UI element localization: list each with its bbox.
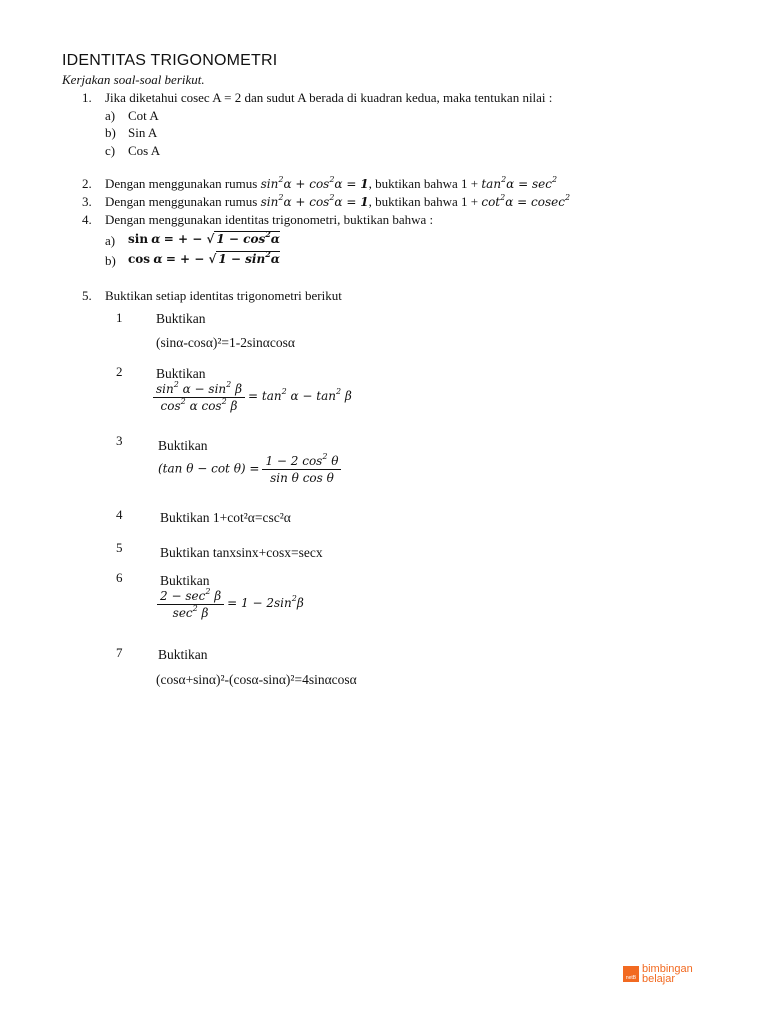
q5-item-5-number: 5 [116, 540, 123, 555]
q1-a-label: a) [105, 108, 116, 123]
q5-item-1-expr: (sinα-cosα)²=1-2sinαcosα [156, 335, 295, 350]
q3-line [105, 194, 570, 210]
q1-number: 1. [82, 90, 92, 105]
logo-line-1: bimbingan [642, 963, 693, 975]
q5-item-3-label: Buktikan [158, 438, 208, 453]
page-title: IDENTITAS TRIGONOMETRI [62, 52, 278, 69]
q5-item-6-formula: $\frac{2 - \sec^2 \beta}{\sec^2 \beta}$ = $1 - 2\sin^2\beta$ [154, 589, 304, 620]
q3-identity: $\cot^2\alpha = cosec^2$ [481, 193, 571, 209]
q3-number: 3. [82, 194, 92, 209]
q1-text: Jika diketahui cosec A = 2 dan sudut A berada di kuadran kedua, maka tentukan nilai : [105, 90, 553, 105]
q5-item-7-expr: (cosα+sinα)²-(cosα-sinα)²=4sinαcosα [156, 672, 357, 687]
q5-item-5-label: Buktikan tanxsinx+cosx=secx [160, 545, 323, 560]
logo-icon [623, 966, 639, 982]
q5-item-7-number: 7 [116, 645, 123, 660]
q2-text: Dengan menggunakan rumus [105, 176, 258, 191]
q5-item-2-label: Buktikan [156, 366, 206, 381]
q1-b-text: Sin A [128, 125, 158, 140]
logo-line-2: belajar [642, 973, 676, 985]
q4-a-label: a) [105, 233, 116, 248]
q5-item-6-number: 6 [116, 570, 123, 585]
q3-formula: $\sin^2\alpha + \cos^2\alpha = 1$ [260, 193, 369, 209]
q3-text: Dengan menggunakan rumus [105, 194, 258, 209]
q5-item-2-number: 2 [116, 364, 123, 379]
q5-item-2-formula: $\frac{\sin^2 \alpha - \sin^2 \beta}{\cos^2 \alpha \cos^2 \beta}$ = $\tan^2 \alpha - \tan^2 \beta$ [150, 382, 352, 413]
q5-item-6-label: Buktikan [160, 573, 210, 588]
q5-item-3-formula: (tan θ − cot θ) = $\frac{1 - 2 \cos^2 \theta}{\text{sin θ cos θ}}$ [158, 454, 344, 485]
logo-badge: netB [625, 975, 637, 981]
q2-number: 2. [82, 176, 92, 191]
q4-a-formula: sin α = + − √ $1 - \cos^2\alpha$ [128, 229, 281, 246]
q2-line [105, 176, 557, 192]
q1-c-label: c) [105, 143, 116, 158]
q4-text: Dengan menggunakan identitas trigonometri, buktikan bahwa : [105, 212, 434, 227]
q3-mid: , buktikan bahwa 1 + [368, 194, 479, 209]
q4-b-label: b) [105, 253, 116, 268]
q2-identity: $\tan^2\alpha = \sec^2$ [481, 175, 558, 191]
q5-item-1-number: 1 [116, 310, 123, 325]
q5-item-4-number: 4 [116, 507, 123, 522]
q5-item-7-label: Buktikan [158, 647, 208, 662]
q5-item-4-label: Buktikan 1+cot²α=csc²α [160, 510, 291, 525]
q2-mid: , buktikan bahwa 1 + [368, 176, 479, 191]
q4-b-formula: cos α = + − √ $1 - \sin^2\alpha$ [128, 249, 281, 266]
q1-a-text: Cot A [128, 108, 159, 123]
q5-item-1-label: Buktikan [156, 311, 206, 326]
q5-number: 5. [82, 288, 92, 303]
q1-c-text: Cos A [128, 143, 161, 158]
q5-text: Buktikan setiap identitas trigonometri berikut [105, 288, 342, 303]
brand-logo [623, 964, 693, 984]
q1-b-label: b) [105, 125, 116, 140]
q4-number: 4. [82, 212, 92, 227]
instruction: Kerjakan soal-soal berikut. [62, 72, 205, 87]
q2-formula: $\sin^2\alpha + \cos^2\alpha = 1$ [260, 175, 369, 191]
q5-item-3-number: 3 [116, 433, 123, 448]
